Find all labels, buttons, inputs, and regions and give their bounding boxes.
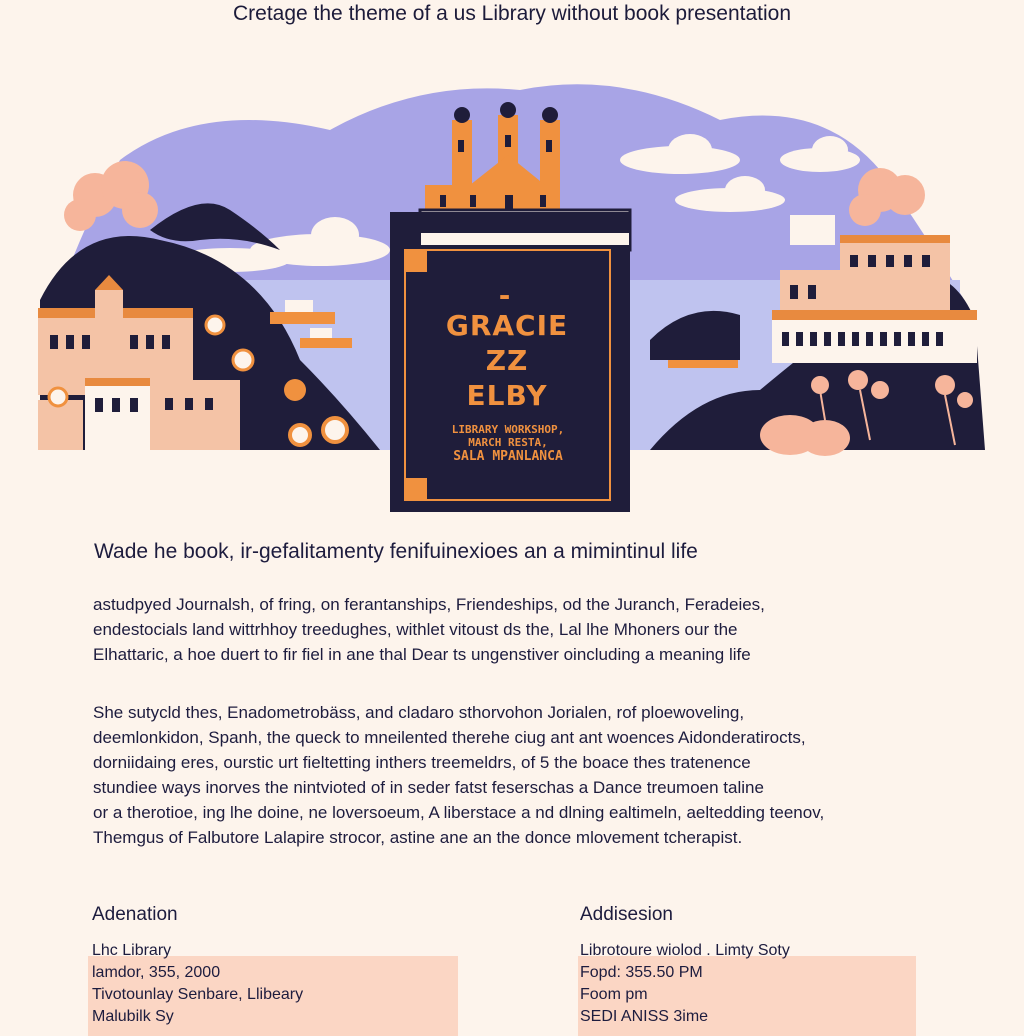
admission-heading: Addisesion: [580, 904, 673, 925]
page-title: Cretage the theme of a us Library without book presentation: [233, 2, 791, 25]
paragraph-line: endestocials land wittrhhoy treedughes, withlet vitoust ds the, Lal lhe Mhoners our the: [93, 620, 738, 639]
location-lines: [92, 940, 462, 1028]
book-small-line-3: SALA MPANLANCA: [453, 449, 563, 464]
location-line: Tivotounlay Senbare, Llibeary: [92, 986, 304, 1003]
right-town: [772, 215, 977, 363]
details-admission: [580, 904, 920, 1028]
location-line: lamdor, 355, 2000: [92, 964, 221, 981]
section-subtitle: Wade he book, ir-gefalitamenty fenifuinexioes an a mimintinul life: [94, 540, 698, 563]
paragraph-line: dorniidaing eres, ourstic urt fieltetting inthers treemeldrs, of 5 the boace thes tratenence: [93, 753, 751, 772]
paragraph-line: or a therotioe, ing lhe doine, ne loversoeum, A liberstace a nd dlning ealtimeln, aeltedding teenov,: [93, 803, 825, 822]
paragraph-bio: [93, 700, 973, 850]
paragraph-line: deemlonkidon, Spanh, the queck to mneilented therehe ciug ant ant woences Aidonderatirocts,: [93, 728, 806, 747]
library-illustration: [0, 60, 1024, 530]
book-title-dash: -: [498, 279, 512, 312]
admission-line: Foom pm: [580, 986, 648, 1003]
book-title-line-1: GRACIE: [445, 309, 569, 342]
paragraph-line: Elhattaric, a hoe duert to fir fiel in ane thal Dear ts ungenstiver oincluding a meaning life: [93, 645, 751, 664]
book-title-line-2: ZZ: [485, 344, 529, 377]
details-location: [92, 904, 462, 1028]
location-line: Lhc Library: [92, 942, 172, 959]
admission-lines: [580, 940, 920, 1028]
paragraph-line: Themgus of Falbutore Lalapire strocor, astine ane an the donce mlovement tcherapist.: [93, 828, 743, 847]
book-small-line-1: LIBRARY WORKSHOP,: [451, 423, 565, 436]
paragraph-line: stundiee ways inorves the nintvioted of in seder fatst feserschas a Dance treumoen taline: [93, 778, 764, 797]
paragraph-line: astudpyed Journalsh, of fring, on ferantanships, Friendeships, od the Juranch, Feradeies,: [93, 595, 765, 614]
paragraph-line: She sutycld thes, Enadometrobäss, and cladaro sthorvohon Jorialen, rof ploewoveling,: [93, 703, 745, 722]
book: [390, 210, 630, 512]
paragraph-intro: [93, 592, 973, 667]
location-heading: Adenation: [92, 904, 178, 925]
admission-line: SEDI ANISS 3ime: [580, 1008, 709, 1025]
admission-line: Librotoure wiolod . Limty Soty: [580, 942, 790, 959]
book-small-line-2: MARCH RESTA,: [468, 436, 548, 449]
admission-line: Fopd: 355.50 PM: [580, 964, 703, 981]
book-title-line-3: ELBY: [466, 379, 548, 412]
location-line: Malubilk Sy: [92, 1008, 174, 1025]
